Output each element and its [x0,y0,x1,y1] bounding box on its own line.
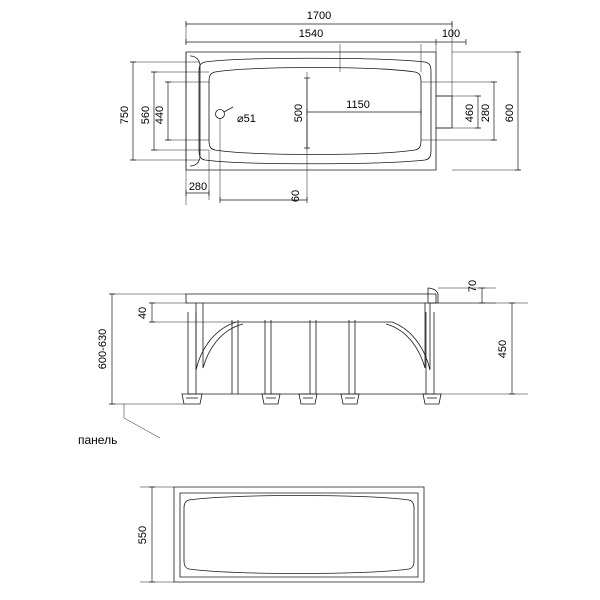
dim-text-600-630: 600-630 [97,328,109,370]
dim-text-40: 40 [137,306,149,320]
dim-text-750: 750 [119,105,131,125]
dim-text-1700: 1700 [306,10,332,22]
dim-text-600: 600 [504,103,516,123]
dim-text-560: 560 [140,105,152,125]
dim-text-100: 100 [441,28,461,40]
side-view-inner [180,493,418,577]
front-view-leg-3 [265,320,271,394]
dim-text-70: 70 [467,279,479,293]
dim-text-460: 460 [464,103,476,123]
dim-text-1150: 1150 [346,99,370,111]
front-view-rim [186,294,436,303]
drain-leader-line [224,107,233,112]
panel-leader-line [124,404,160,438]
dim-text-drain-diameter: ⌀51 [237,113,256,125]
front-view-leg-left [188,312,196,394]
front-view-rim-knob [428,288,438,303]
side-view-outline [174,487,424,582]
top-view-inner-rim [199,58,431,164]
dim-text-440: 440 [154,105,166,125]
drain-hole-icon [216,110,225,119]
front-view-leg-4 [310,320,316,394]
front-view-feet [182,394,441,404]
front-view-body [196,303,430,370]
top-view-left-edge [190,56,200,166]
dim-text-60: 60 [290,189,302,203]
front-view-leg-2 [232,320,238,394]
front-view-leg-5 [349,320,355,394]
side-view-bowl [184,496,414,574]
dim-text-280-right: 280 [480,103,492,123]
dim-text-500: 500 [293,103,305,123]
dim-text-1540: 1540 [298,28,324,40]
dim-text-280: 280 [188,181,208,193]
front-view-inner-left [203,303,243,368]
top-view-bowl [209,68,421,155]
dim-text-450: 450 [497,339,509,359]
dim-text-550: 550 [137,525,149,545]
front-view-inner-right [386,303,425,368]
top-view-right-cap [436,96,452,128]
label-panel: панель [78,433,118,447]
